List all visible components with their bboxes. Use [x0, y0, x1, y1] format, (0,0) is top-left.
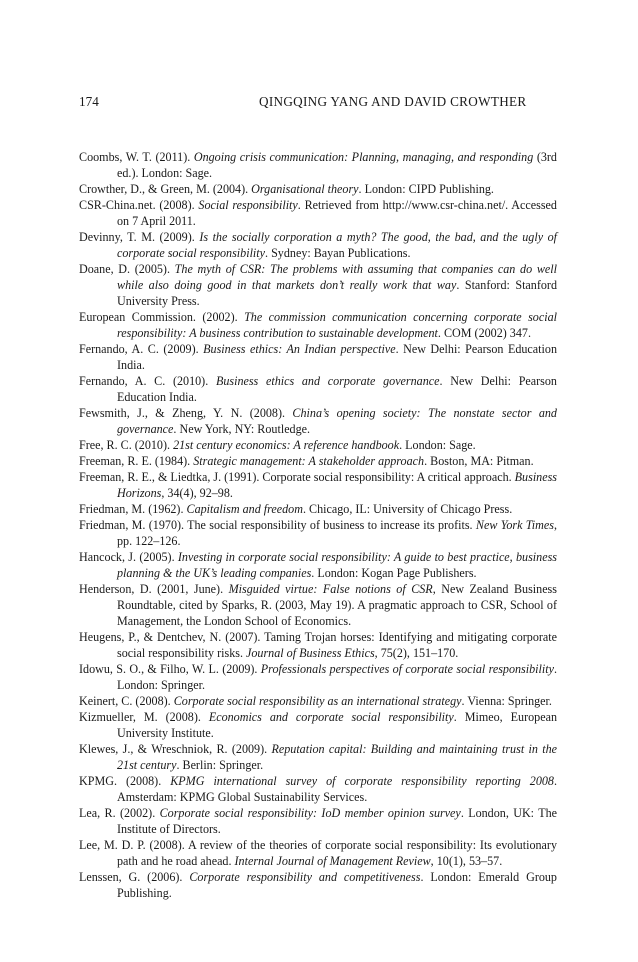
reference-entry: Crowther, D., & Green, M. (2004). Organisational theory. London: CIPD Publishing. [79, 182, 494, 196]
reference-entry: Friedman, M. (1970). The social responsibility of business to increase its profits. New York Times, pp. 122–126. [79, 518, 558, 548]
reference-entry: Fewsmith, J., & Zheng, Y. N. (2008). China’s opening society: The nonstate sector and governance. New York, NY: Routledge. [79, 406, 557, 436]
reference-entry: Keinert, C. (2008). Corporate social responsibility as an international strategy. Vienna: Springer. [79, 694, 552, 708]
reference-entry: Henderson, D. (2001, June). Misguided virtue: False notions of CSR, New Zealand Business Roundtable, cited by Sparks, R. (2003, May 19). A pragmatic approach to CSR, School of Management, the London School of Economics. [79, 582, 557, 628]
reference-entry: Devinny, T. M. (2009). Is the socially corporation a myth? The good, the bad, and the ugly of corporate social responsibility. Sydney: Bayan Publications. [79, 230, 557, 260]
reference-entry: CSR-China.net. (2008). Social responsibility. Retrieved from http://www.csr-china.net/. Accessed on 7 April 2011. [79, 198, 557, 228]
reference-entry: Fernando, A. C. (2010). Business ethics and corporate governance. New Delhi: Pearson Education India. [79, 374, 557, 404]
reference-entry: Lea, R. (2002). Corporate social responsibility: IoD member opinion survey. London, UK: The Institute of Directors. [79, 806, 557, 836]
reference-entry: Hancock, J. (2005). Investing in corporate social responsibility: A guide to best practice, business planning & the UK’s leading companies. London: Kogan Page Publishers. [79, 550, 557, 580]
reference-entry: Lenssen, G. (2006). Corporate responsibility and competitiveness. London: Emerald Group Publishing. [79, 870, 557, 900]
page-header [79, 94, 557, 114]
reference-entry: Fernando, A. C. (2009). Business ethics: An Indian perspective. New Delhi: Pearson Education India. [79, 342, 557, 372]
reference-entry: Coombs, W. T. (2011). Ongoing crisis communication: Planning, managing, and responding (3rd ed.). London: Sage. [79, 150, 557, 180]
reference-list [79, 149, 557, 901]
reference-entry: Heugens, P., & Dentchev, N. (2007). Taming Trojan horses: Identifying and mitigating corporate social responsibility risks. Journal of Business Ethics, 75(2), 151–170. [79, 630, 557, 660]
reference-entry: Klewes, J., & Wreschniok, R. (2009). Reputation capital: Building and maintaining trust in the 21st century. Berlin: Springer. [79, 742, 557, 772]
reference-entry: Friedman, M. (1962). Capitalism and freedom. Chicago, IL: University of Chicago Press. [79, 502, 513, 516]
reference-entry: Lee, M. D. P. (2008). A review of the theories of corporate social responsibility: Its evolutionary path and he road ahead. Internal Journal of Management Review, 10(1), 53–57. [79, 838, 557, 868]
reference-entry: Freeman, R. E. (1984). Strategic management: A stakeholder approach. Boston, MA: Pitman. [79, 454, 534, 468]
reference-entry: Free, R. C. (2010). 21st century economics: A reference handbook. London: Sage. [79, 438, 476, 452]
page-number: 174 [79, 94, 99, 109]
running-head: QINGQING YANG AND DAVID CROWTHER [259, 94, 527, 109]
reference-entry: Idowu, S. O., & Filho, W. L. (2009). Professionals perspectives of corporate social responsibility. London: Springer. [79, 662, 557, 692]
reference-entry: European Commission. (2002). The commission communication concerning corporate social responsibility: A business contribution to sustainable development. COM (2002) 347. [79, 310, 557, 340]
reference-entry: KPMG. (2008). KPMG international survey of corporate responsibility reporting 2008. Amsterdam: KPMG Global Sustainability Services. [79, 774, 557, 804]
reference-entry: Doane, D. (2005). The myth of CSR: The problems with assuming that companies can do well while also doing good in that markets don’t really work that way. Stanford: Stanford University Press. [79, 262, 557, 308]
reference-entry: Kizmueller, M. (2008). Economics and corporate social responsibility. Mimeo, European University Institute. [79, 710, 557, 740]
reference-entry: Freeman, R. E., & Liedtka, J. (1991). Corporate social responsibility: A critical approach. Business Horizons, 34(4), 92–98. [79, 470, 557, 500]
